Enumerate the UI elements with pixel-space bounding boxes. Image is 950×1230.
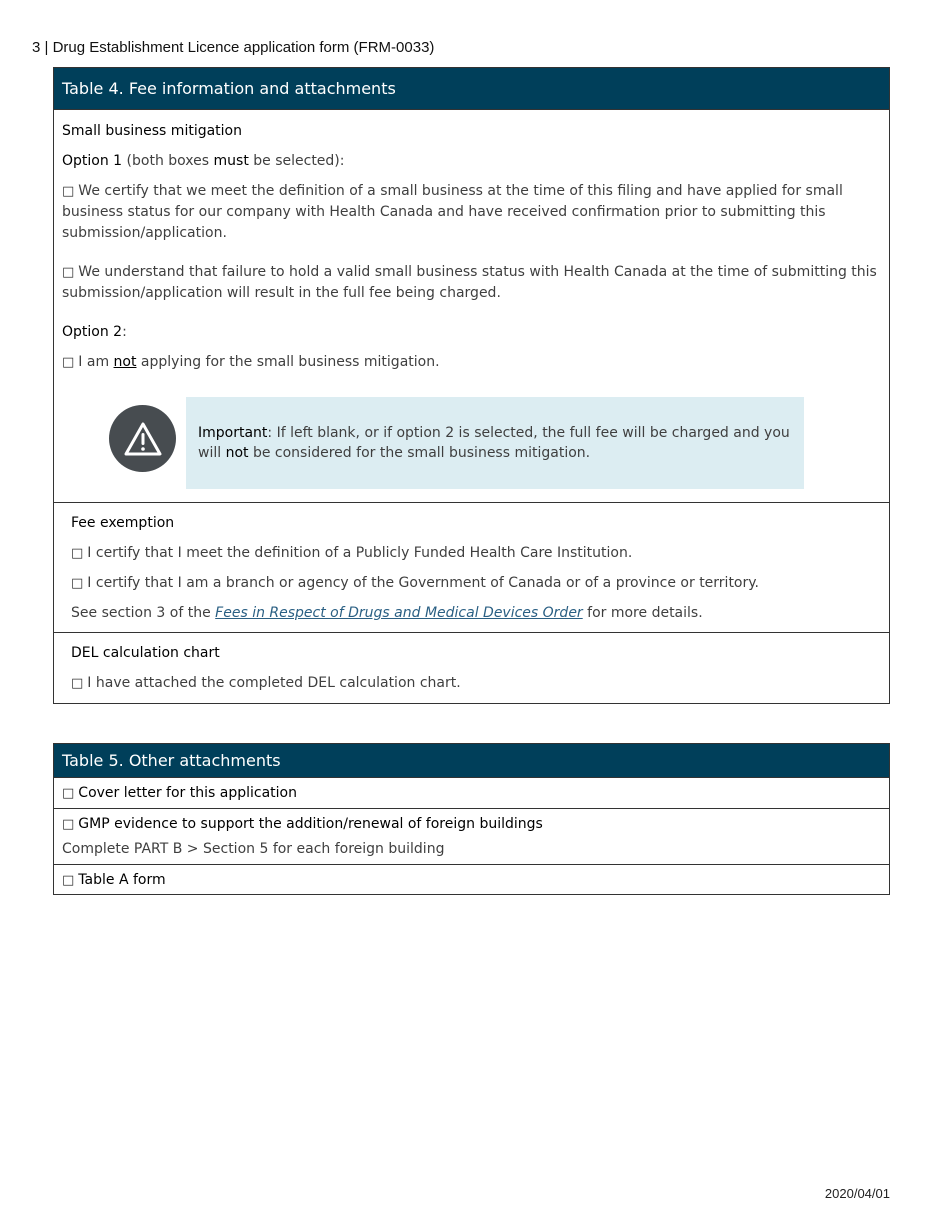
- checkbox-icon[interactable]: □: [71, 676, 84, 691]
- important-text-1: : If left blank, or if option 2 is selected, the full fee will be charged and you will: [198, 425, 790, 461]
- option1-line: [62, 151, 881, 172]
- attachment-item: [54, 864, 889, 894]
- option2-line: [62, 322, 881, 343]
- small-business-checkbox-2: [62, 262, 881, 304]
- checkbox-icon[interactable]: □: [62, 873, 75, 888]
- important-text: [198, 423, 792, 463]
- attachment-cover-letter: Cover letter for this application: [78, 785, 297, 801]
- important-label: Important: [198, 425, 268, 441]
- small-business-checkbox-1-text: We certify that we meet the definition of a small business at the time of this filing and have applied for small business status for our company with Health Canada and have received confirmation prior to submitting this submission/application.: [62, 183, 843, 241]
- checkbox-icon[interactable]: □: [71, 576, 84, 591]
- attachment-label: [62, 814, 881, 835]
- option1-must: must: [213, 153, 249, 169]
- small-business-section: [54, 109, 889, 502]
- table-fee-information: [53, 67, 890, 704]
- table-4-title: [54, 68, 889, 109]
- attachment-item: [54, 777, 889, 808]
- important-notice: [62, 397, 881, 489]
- checkbox-icon[interactable]: □: [62, 786, 75, 801]
- fee-exemption-see-section: [71, 603, 872, 624]
- small-business-checkbox-1: [62, 181, 881, 244]
- checkbox-icon[interactable]: □: [62, 355, 75, 370]
- del-calculation-section: [54, 632, 889, 694]
- important-not: not: [225, 445, 249, 461]
- checkbox-icon[interactable]: □: [62, 184, 75, 199]
- small-business-heading: Small business mitigation: [62, 123, 242, 139]
- footer-date: 2020/04/01: [824, 1186, 890, 1201]
- important-note-box: [186, 397, 804, 489]
- del-calculation-checkbox-text: I have attached the completed DEL calculation chart.: [87, 675, 461, 691]
- del-calculation-heading: DEL calculation chart: [71, 645, 220, 661]
- fees-order-link[interactable]: Fees in Respect of Drugs and Medical Devices Order: [215, 605, 583, 621]
- del-calculation-checkbox: [71, 673, 872, 694]
- see-pre: See section 3 of the: [71, 605, 216, 621]
- attachment-label: [62, 870, 881, 891]
- fee-exemption-heading: Fee exemption: [71, 515, 175, 531]
- checkbox-icon[interactable]: □: [62, 817, 75, 832]
- warning-icon: [109, 405, 176, 472]
- checkbox-icon[interactable]: □: [62, 265, 75, 280]
- checkbox-3-not: not: [113, 354, 137, 370]
- attachment-gmp-evidence: GMP evidence to support the addition/renewal of foreign buildings: [78, 816, 543, 832]
- fee-exemption-checkbox-1-text: I certify that I meet the definition of a Publicly Funded Health Care Institution.: [87, 545, 633, 561]
- checkbox-icon[interactable]: □: [71, 546, 84, 561]
- important-text-2: be considered for the small business mitigation.: [248, 445, 591, 461]
- checkbox-3-post: applying for the small business mitigation.: [136, 354, 440, 370]
- see-post: for more details.: [582, 605, 703, 621]
- page-header-title: 3 | Drug Establishment Licence application form (FRM-0033): [32, 39, 435, 56]
- attachment-note: Complete PART B > Section 5 for each foreign building: [62, 841, 445, 857]
- small-business-checkbox-3: [62, 352, 881, 373]
- attachment-table-a: Table A form: [78, 872, 166, 888]
- attachment-label: [62, 783, 881, 804]
- option2-label: Option 2: [62, 324, 123, 340]
- option1-pre: (both boxes: [122, 153, 214, 169]
- checkbox-3-pre: I am: [78, 354, 114, 370]
- option2-colon: :: [122, 324, 127, 340]
- table-5-title-text: Table 5. Other attachments: [62, 751, 281, 770]
- small-business-checkbox-2-text: We understand that failure to hold a valid small business status with Health Canada at the time of submitting this submission/application will result in the full fee being charged.: [62, 264, 877, 301]
- fee-exemption-section: [54, 502, 889, 632]
- fee-exemption-checkbox-2-text: I certify that I am a branch or agency of the Government of Canada or of a province or territory.: [87, 575, 759, 591]
- fee-exemption-checkbox-2: [71, 573, 872, 594]
- attachment-item: [54, 808, 889, 864]
- option1-post: be selected):: [248, 153, 345, 169]
- table-other-attachments: [53, 743, 890, 895]
- table-5-title: [54, 744, 889, 777]
- fee-exemption-checkbox-1: [71, 543, 872, 564]
- option1-label: Option 1: [62, 153, 123, 169]
- table-4-title-text: Table 4. Fee information and attachments: [62, 79, 396, 98]
